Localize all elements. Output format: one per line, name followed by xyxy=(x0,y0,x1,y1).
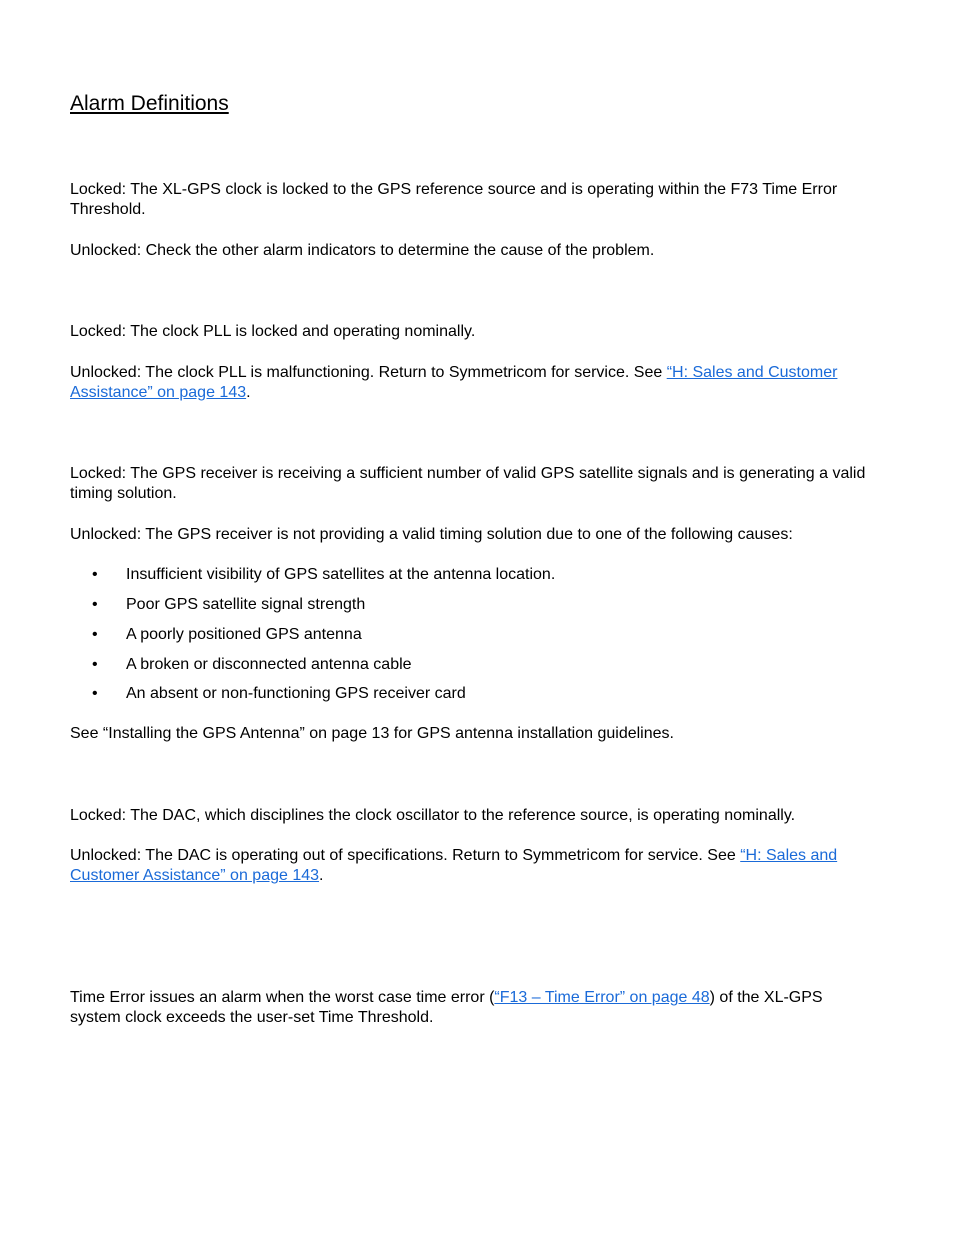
list-item xyxy=(70,595,870,625)
pll-unlocked-paragraph xyxy=(70,363,870,403)
bullet-icon: • xyxy=(92,685,98,702)
pll-unlocked-text: Unlocked: The clock PLL is malfunctioning. Return to Symmetricom for service. See xyxy=(70,364,667,381)
dac-sales-assistance-link[interactable]: “H: Sales and Customer Assistance” on page 143 xyxy=(70,847,838,884)
f13-time-error-link[interactable]: “F13 – Time Error” on page 48 xyxy=(494,989,710,1006)
time-error-text-end: ) of the XL-GPS system clock exceeds the user-set Time Threshold. xyxy=(70,989,823,1026)
cause-text: Insufficient visibility of GPS satellites at the antenna location. xyxy=(126,566,556,583)
gps-locked-text: Locked: The GPS receiver is receiving a sufficient number of valid GPS satellite signals and is generating a valid timing solution. xyxy=(70,465,866,502)
cause-text: Poor GPS satellite signal strength xyxy=(126,596,366,613)
time-error-paragraph xyxy=(70,988,870,1028)
pll-sales-assistance-link[interactable]: “H: Sales and Customer Assistance” on page 143 xyxy=(70,364,838,401)
gps-causes-list xyxy=(70,565,870,714)
pll-unlocked-period: . xyxy=(246,384,251,401)
time-error-text: Time Error issues an alarm when the worst case time error ( xyxy=(70,989,495,1006)
bullet-icon: • xyxy=(92,626,98,643)
page-title: Alarm Definitions xyxy=(70,92,229,115)
cause-text: A poorly positioned GPS antenna xyxy=(126,626,362,643)
bullet-icon: • xyxy=(92,566,98,583)
bullet-icon: • xyxy=(92,596,98,613)
list-item xyxy=(70,625,870,655)
clock-locked-text: Locked: The XL-GPS clock is locked to the GPS reference source and is operating within the F73 Time Error Threshold. xyxy=(70,181,838,218)
gps-unlocked-text: Unlocked: The GPS receiver is not providing a valid timing solution due to one of the following causes: xyxy=(70,526,793,543)
pll-locked-text: Locked: The clock PLL is locked and operating nominally. xyxy=(70,323,476,340)
cause-text: A broken or disconnected antenna cable xyxy=(126,656,412,673)
dac-unlocked-period: . xyxy=(319,867,324,884)
clock-unlocked-text: Unlocked: Check the other alarm indicators to determine the cause of the problem. xyxy=(70,242,655,259)
dac-unlocked-text: Unlocked: The DAC is operating out of specifications. Return to Symmetricom for service. See xyxy=(70,847,741,864)
list-item xyxy=(70,655,870,684)
bullet-icon: • xyxy=(92,656,98,673)
gps-see-also-text: See “Installing the GPS Antenna” on page 13 for GPS antenna installation guidelines. xyxy=(70,725,674,742)
dac-locked-text: Locked: The DAC, which disciplines the clock oscillator to the reference source, is operating nominally. xyxy=(70,807,796,824)
list-item xyxy=(70,684,870,714)
dac-unlocked-paragraph xyxy=(70,846,870,886)
cause-text: An absent or non-functioning GPS receiver card xyxy=(126,685,466,702)
list-item xyxy=(70,565,870,595)
